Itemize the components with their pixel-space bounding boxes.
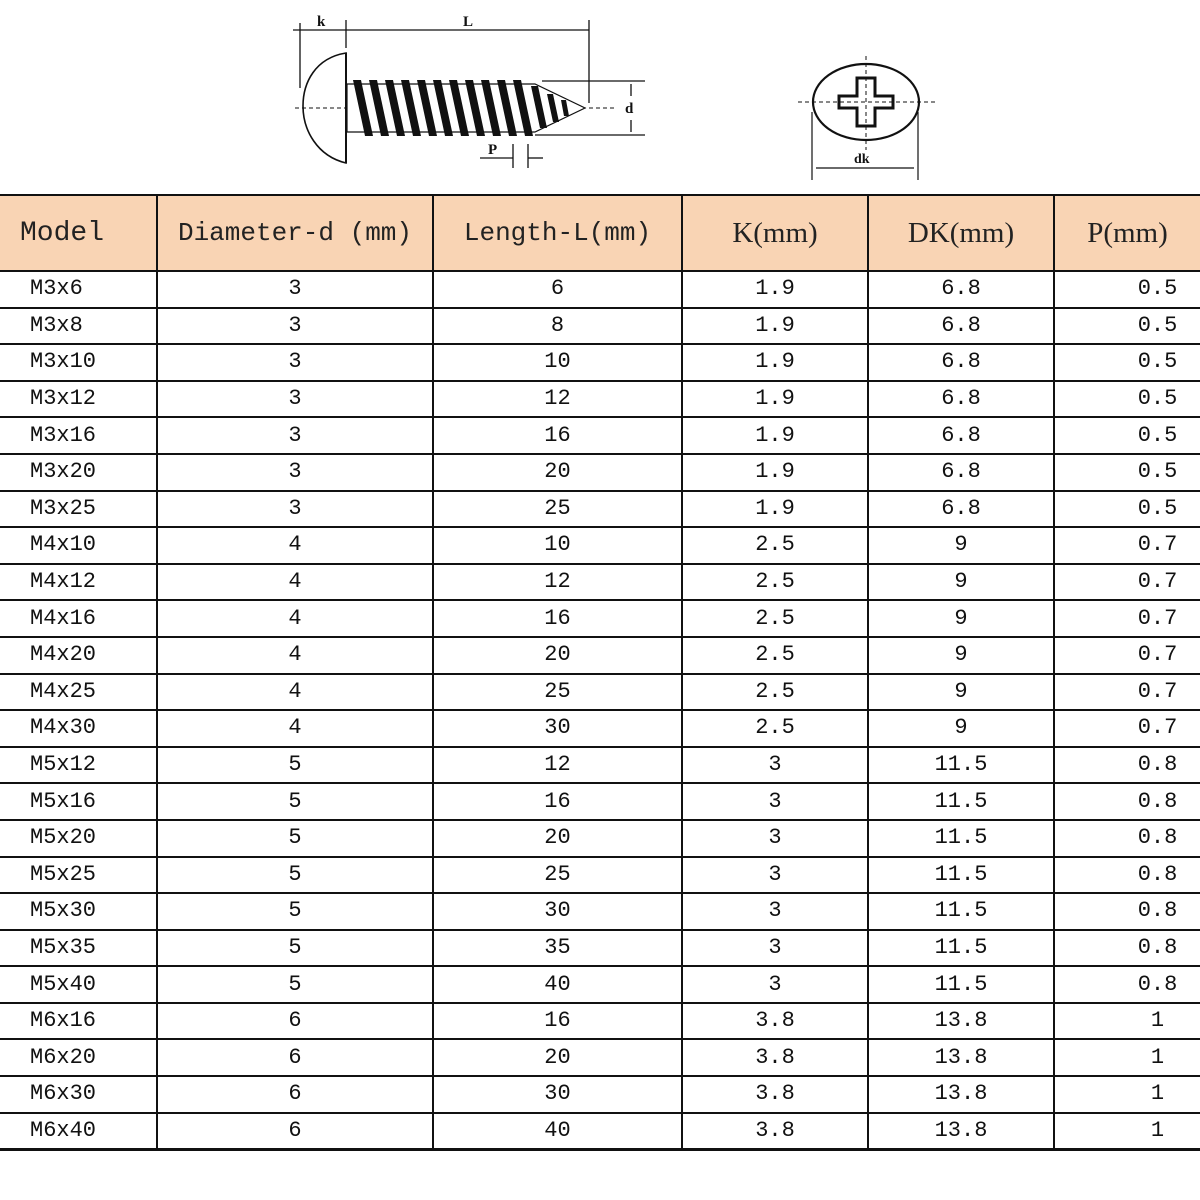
cell-k: 3: [682, 857, 868, 894]
cell-dk: 11.5: [868, 893, 1054, 930]
cell-k: 3.8: [682, 1003, 868, 1040]
cell-dk: 11.5: [868, 820, 1054, 857]
dk-label: dk: [854, 152, 870, 167]
cell-model: M5x16: [0, 783, 157, 820]
cell-dk: 9: [868, 527, 1054, 564]
cell-length: 25: [433, 491, 682, 528]
table-row: [0, 564, 1200, 601]
cell-length: 40: [433, 966, 682, 1003]
cell-model: M3x16: [0, 417, 157, 454]
cell-diameter: 3: [157, 271, 433, 308]
cell-diameter: 5: [157, 893, 433, 930]
cell-length: 16: [433, 1003, 682, 1040]
table-row: [0, 857, 1200, 894]
cell-dk: 13.8: [868, 1113, 1054, 1150]
cell-diameter: 5: [157, 783, 433, 820]
cell-k: 3: [682, 893, 868, 930]
cell-model: M5x40: [0, 966, 157, 1003]
cell-p: 1: [1054, 1003, 1200, 1040]
cell-k: 1.9: [682, 454, 868, 491]
cell-diameter: 4: [157, 674, 433, 711]
cell-length: 12: [433, 747, 682, 784]
table-row: [0, 783, 1200, 820]
cell-diameter: 4: [157, 600, 433, 637]
cell-p: 1: [1054, 1113, 1200, 1150]
cell-p: 1: [1054, 1076, 1200, 1113]
cell-k: 2.5: [682, 674, 868, 711]
cell-model: M5x25: [0, 857, 157, 894]
table-row: [0, 820, 1200, 857]
table-row: [0, 1076, 1200, 1113]
cell-model: M3x6: [0, 271, 157, 308]
cell-model: M6x16: [0, 1003, 157, 1040]
table-row: [0, 271, 1200, 308]
cell-k: 3: [682, 747, 868, 784]
cell-p: 0.5: [1054, 491, 1200, 528]
table-row: [0, 1039, 1200, 1076]
column-header-model: Model: [0, 195, 157, 271]
cell-length: 25: [433, 674, 682, 711]
cell-k: 1.9: [682, 381, 868, 418]
cell-dk: 9: [868, 674, 1054, 711]
cell-dk: 11.5: [868, 783, 1054, 820]
table-row: [0, 966, 1200, 1003]
column-header-k: K(mm): [682, 195, 868, 271]
screw-specification-table: [0, 194, 1200, 1151]
cell-p: 0.5: [1054, 417, 1200, 454]
cell-model: M4x16: [0, 600, 157, 637]
cell-dk: 6.8: [868, 381, 1054, 418]
cell-model: M6x30: [0, 1076, 157, 1113]
cell-diameter: 3: [157, 344, 433, 381]
table-header-row: [0, 195, 1200, 271]
cell-p: 0.5: [1054, 454, 1200, 491]
cell-k: 3.8: [682, 1039, 868, 1076]
cell-model: M3x25: [0, 491, 157, 528]
cell-dk: 6.8: [868, 344, 1054, 381]
table-row: [0, 308, 1200, 345]
cell-dk: 11.5: [868, 747, 1054, 784]
cell-k: 1.9: [682, 271, 868, 308]
cell-k: 1.9: [682, 308, 868, 345]
cell-length: 10: [433, 344, 682, 381]
cell-length: 20: [433, 1039, 682, 1076]
cell-diameter: 6: [157, 1076, 433, 1113]
cell-p: 0.5: [1054, 308, 1200, 345]
cell-model: M3x20: [0, 454, 157, 491]
column-header-p: P(mm): [1054, 195, 1200, 271]
cell-k: 1.9: [682, 344, 868, 381]
cell-diameter: 5: [157, 966, 433, 1003]
cell-length: 16: [433, 783, 682, 820]
cell-model: M3x8: [0, 308, 157, 345]
cell-diameter: 4: [157, 637, 433, 674]
cell-p: 0.8: [1054, 893, 1200, 930]
cell-model: M6x20: [0, 1039, 157, 1076]
cell-diameter: 5: [157, 930, 433, 967]
cell-length: 6: [433, 271, 682, 308]
cell-diameter: 5: [157, 857, 433, 894]
cell-p: 0.8: [1054, 857, 1200, 894]
cell-diameter: 5: [157, 747, 433, 784]
table-row: [0, 930, 1200, 967]
cell-diameter: 6: [157, 1003, 433, 1040]
cell-dk: 11.5: [868, 930, 1054, 967]
cell-k: 2.5: [682, 637, 868, 674]
table-row: [0, 1113, 1200, 1150]
cell-dk: 6.8: [868, 491, 1054, 528]
cell-model: M5x20: [0, 820, 157, 857]
cell-length: 30: [433, 1076, 682, 1113]
cell-length: 12: [433, 564, 682, 601]
cell-length: 8: [433, 308, 682, 345]
cell-length: 35: [433, 930, 682, 967]
cell-p: 0.5: [1054, 271, 1200, 308]
l-label: L: [463, 14, 474, 30]
cell-diameter: 6: [157, 1039, 433, 1076]
cell-k: 1.9: [682, 417, 868, 454]
cell-model: M4x30: [0, 710, 157, 747]
table-row: [0, 710, 1200, 747]
screw-side-view-diagram: [285, 8, 655, 178]
cell-k: 1.9: [682, 491, 868, 528]
table-row: [0, 747, 1200, 784]
cell-p: 0.5: [1054, 381, 1200, 418]
table-row: [0, 381, 1200, 418]
column-header-dk: DK(mm): [868, 195, 1054, 271]
cell-model: M5x35: [0, 930, 157, 967]
column-header-length: Length-L(mm): [433, 195, 682, 271]
cell-length: 20: [433, 454, 682, 491]
cell-model: M4x20: [0, 637, 157, 674]
table-row: [0, 600, 1200, 637]
cell-p: 0.8: [1054, 783, 1200, 820]
cell-diameter: 3: [157, 417, 433, 454]
table-row: [0, 454, 1200, 491]
cell-diameter: 4: [157, 710, 433, 747]
cell-length: 20: [433, 820, 682, 857]
cell-dk: 11.5: [868, 966, 1054, 1003]
cell-p: 0.8: [1054, 966, 1200, 1003]
cell-k: 3.8: [682, 1113, 868, 1150]
cell-p: 0.8: [1054, 930, 1200, 967]
cell-diameter: 3: [157, 491, 433, 528]
cell-model: M4x12: [0, 564, 157, 601]
cell-dk: 9: [868, 600, 1054, 637]
cell-dk: 11.5: [868, 857, 1054, 894]
cell-dk: 9: [868, 564, 1054, 601]
cell-k: 3: [682, 930, 868, 967]
cell-p: 0.8: [1054, 820, 1200, 857]
cell-k: 3: [682, 783, 868, 820]
table-row: [0, 674, 1200, 711]
cell-dk: 6.8: [868, 417, 1054, 454]
cell-length: 30: [433, 710, 682, 747]
cell-dk: 6.8: [868, 271, 1054, 308]
cell-diameter: 3: [157, 308, 433, 345]
d-label: d: [625, 101, 634, 117]
cell-k: 2.5: [682, 527, 868, 564]
column-header-diameter: Diameter-d (mm): [157, 195, 433, 271]
table-row: [0, 417, 1200, 454]
cell-k: 2.5: [682, 564, 868, 601]
cell-p: 0.7: [1054, 527, 1200, 564]
cell-length: 10: [433, 527, 682, 564]
cell-p: 0.7: [1054, 710, 1200, 747]
cell-k: 3: [682, 966, 868, 1003]
cell-length: 12: [433, 381, 682, 418]
cell-diameter: 4: [157, 564, 433, 601]
screw-head-top-view-diagram: [790, 50, 950, 185]
cell-length: 16: [433, 600, 682, 637]
cell-k: 3: [682, 820, 868, 857]
cell-p: 0.8: [1054, 747, 1200, 784]
cell-dk: 9: [868, 710, 1054, 747]
cell-length: 16: [433, 417, 682, 454]
cell-p: 0.7: [1054, 600, 1200, 637]
table-row: [0, 637, 1200, 674]
table-row: [0, 893, 1200, 930]
table-row: [0, 344, 1200, 381]
cell-diameter: 6: [157, 1113, 433, 1150]
cell-k: 2.5: [682, 710, 868, 747]
cell-diameter: 5: [157, 820, 433, 857]
cell-p: 0.7: [1054, 564, 1200, 601]
cell-diameter: 4: [157, 527, 433, 564]
cell-model: M3x10: [0, 344, 157, 381]
cell-model: M4x25: [0, 674, 157, 711]
table-row: [0, 527, 1200, 564]
cell-dk: 6.8: [868, 308, 1054, 345]
p-label: P: [488, 142, 498, 158]
cell-p: 0.7: [1054, 637, 1200, 674]
cell-k: 2.5: [682, 600, 868, 637]
cell-model: M4x10: [0, 527, 157, 564]
cell-p: 0.5: [1054, 344, 1200, 381]
cell-length: 30: [433, 893, 682, 930]
cell-diameter: 3: [157, 381, 433, 418]
cell-p: 1: [1054, 1039, 1200, 1076]
cell-length: 25: [433, 857, 682, 894]
cell-model: M3x12: [0, 381, 157, 418]
cell-model: M5x30: [0, 893, 157, 930]
cell-length: 20: [433, 637, 682, 674]
cell-dk: 9: [868, 637, 1054, 674]
table-row: [0, 1003, 1200, 1040]
cell-p: 0.7: [1054, 674, 1200, 711]
cell-dk: 13.8: [868, 1003, 1054, 1040]
cell-diameter: 3: [157, 454, 433, 491]
cell-dk: 6.8: [868, 454, 1054, 491]
cell-model: M6x40: [0, 1113, 157, 1150]
table-row: [0, 491, 1200, 528]
cell-model: M5x12: [0, 747, 157, 784]
cell-dk: 13.8: [868, 1076, 1054, 1113]
cell-k: 3.8: [682, 1076, 868, 1113]
cell-dk: 13.8: [868, 1039, 1054, 1076]
technical-drawings: [0, 0, 1200, 194]
k-label: k: [317, 14, 326, 30]
cell-length: 40: [433, 1113, 682, 1150]
